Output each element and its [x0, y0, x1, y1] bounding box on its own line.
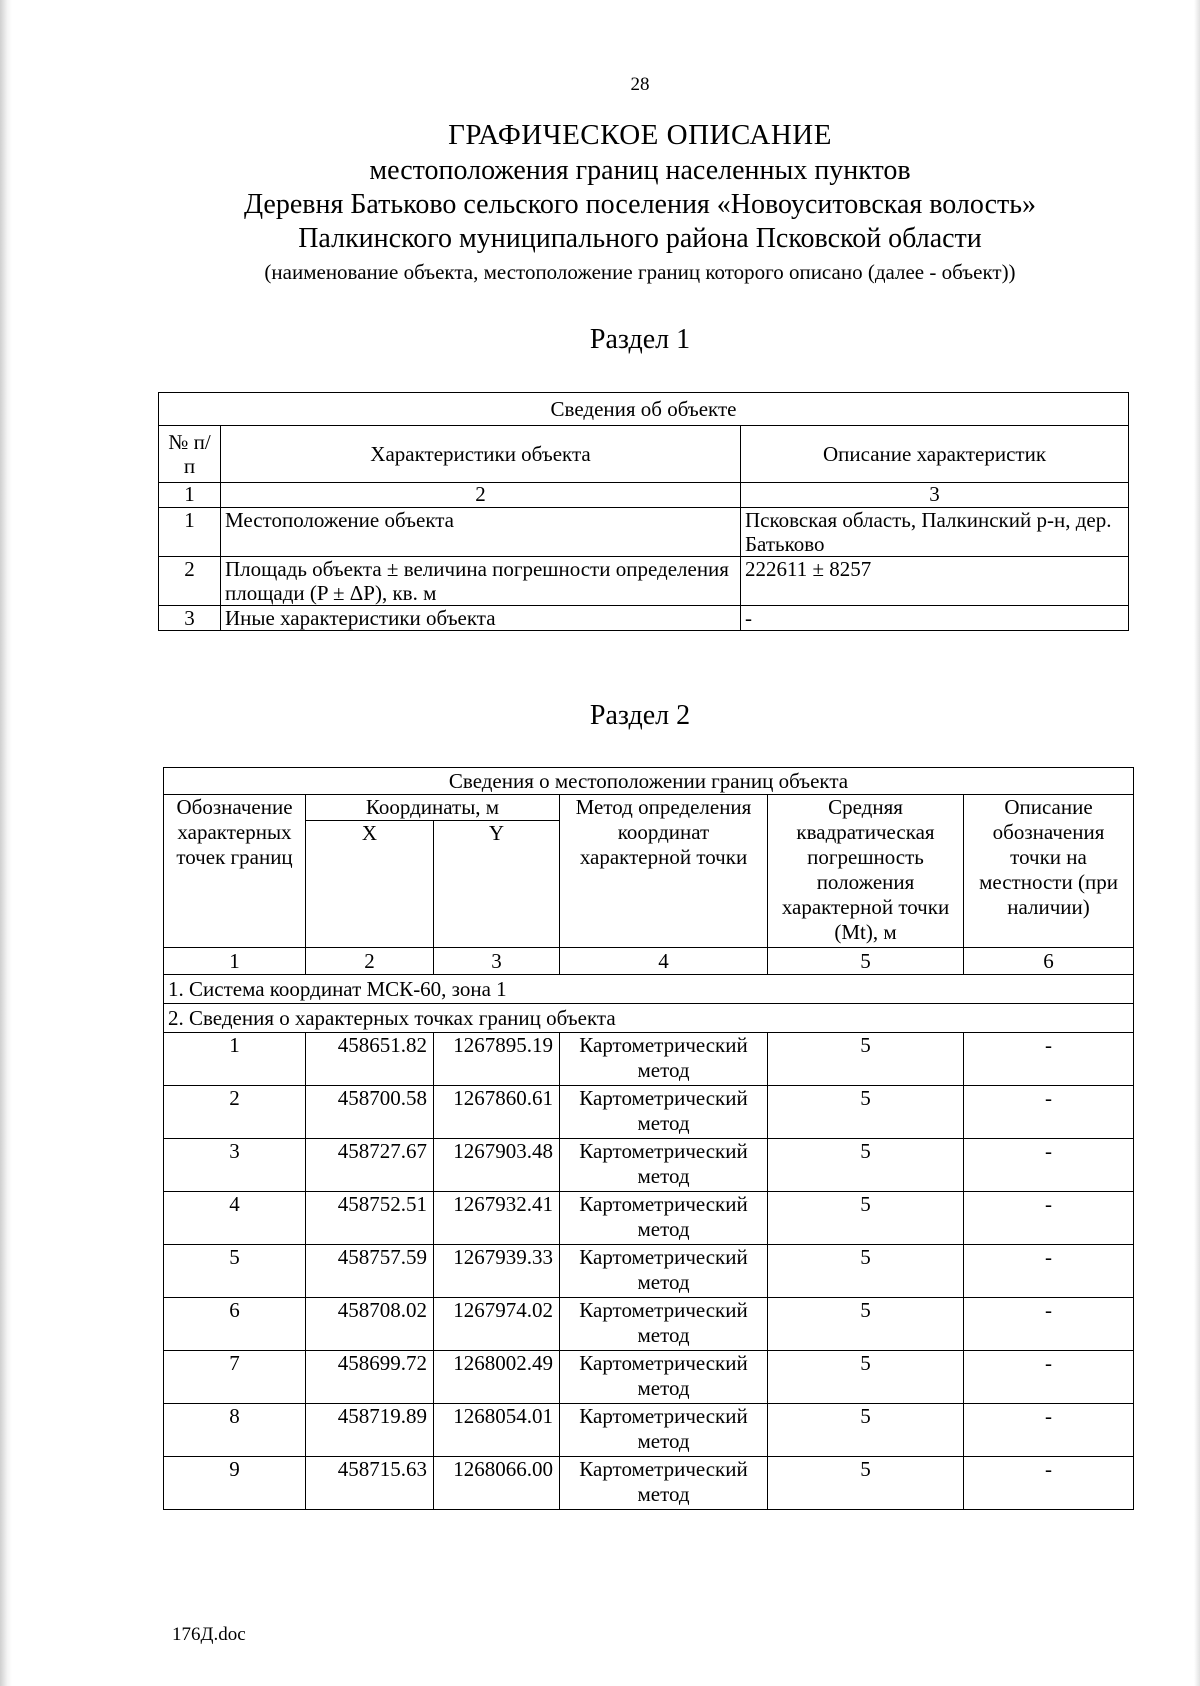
table-caption: Сведения о местоположении границ объекта — [164, 768, 1134, 795]
row-number: 3 — [159, 606, 221, 631]
table-caption-row — [159, 393, 1129, 426]
section-1-title: Раздел 1 — [589, 324, 691, 355]
header-y: Y — [434, 821, 560, 948]
table-row — [164, 1033, 1134, 1086]
coordinate-x: 458700.58 — [306, 1086, 434, 1139]
point-description: - — [964, 1351, 1134, 1404]
determination-method: Картометрический метод — [560, 1351, 768, 1404]
mean-square-error: 5 — [768, 1404, 964, 1457]
table-row — [164, 1404, 1134, 1457]
determination-method: Картометрический метод — [560, 1457, 768, 1510]
column-number-row — [159, 483, 1129, 508]
table-row — [164, 1086, 1134, 1139]
column-number: 5 — [768, 948, 964, 975]
section-2-title: Раздел 2 — [589, 700, 691, 731]
header-number: № п/п — [159, 426, 221, 483]
coordinate-y: 1267974.02 — [434, 1298, 560, 1351]
table-row — [164, 1139, 1134, 1192]
header-x: X — [306, 821, 434, 948]
point-number: 6 — [164, 1298, 306, 1351]
heading-caption: (наименование объекта, местоположение границ которого описано (далее - объект)) — [264, 260, 1016, 284]
table-header-row — [164, 795, 1134, 821]
coordinate-x: 458651.82 — [306, 1033, 434, 1086]
determination-method: Картометрический метод — [560, 1086, 768, 1139]
column-number: 2 — [221, 483, 741, 508]
row-characteristic: Местоположение объекта — [221, 508, 741, 557]
table-row — [164, 1298, 1134, 1351]
table-row — [159, 606, 1129, 631]
coordinate-y: 1267903.48 — [434, 1139, 560, 1192]
points-body — [164, 1033, 1134, 1510]
point-description: - — [964, 1033, 1134, 1086]
column-number-row — [164, 948, 1134, 975]
heading-line-1: местоположения границ населенных пунктов — [369, 155, 911, 186]
point-description: - — [964, 1139, 1134, 1192]
determination-method: Картометрический метод — [560, 1033, 768, 1086]
points-section-row — [164, 1004, 1134, 1033]
point-number: 4 — [164, 1192, 306, 1245]
table-header-row — [159, 426, 1129, 483]
point-description: - — [964, 1086, 1134, 1139]
point-description: - — [964, 1457, 1134, 1510]
column-number: 3 — [434, 948, 560, 975]
coordinate-y: 1268054.01 — [434, 1404, 560, 1457]
table-row — [164, 1457, 1134, 1510]
column-number: 2 — [306, 948, 434, 975]
mean-square-error: 5 — [768, 1457, 964, 1510]
table-caption: Сведения об объекте — [159, 393, 1129, 426]
point-description: - — [964, 1298, 1134, 1351]
column-number: 3 — [741, 483, 1129, 508]
header-coordinates: Координаты, м — [306, 795, 560, 821]
mean-square-error: 5 — [768, 1351, 964, 1404]
heading-line-3: Палкинского муниципального района Псковской области — [298, 223, 982, 254]
point-description: - — [964, 1245, 1134, 1298]
row-number: 2 — [159, 557, 221, 606]
row-description: - — [741, 606, 1129, 631]
table-caption-row — [164, 768, 1134, 795]
coordinate-x: 458715.63 — [306, 1457, 434, 1510]
header-description: Описание характеристик — [741, 426, 1129, 483]
row-characteristic: Иные характеристики объекта — [221, 606, 741, 631]
coordinate-y: 1267939.33 — [434, 1245, 560, 1298]
determination-method: Картометрический метод — [560, 1245, 768, 1298]
heading-line-2: Деревня Батьково сельского поселения «Новоуситовская волость» — [243, 189, 1037, 220]
coordinate-y: 1268066.00 — [434, 1457, 560, 1510]
table-row — [164, 1192, 1134, 1245]
column-number: 4 — [560, 948, 768, 975]
point-number: 1 — [164, 1033, 306, 1086]
header-point: Обозначение характерных точек границ — [164, 795, 306, 948]
point-number: 5 — [164, 1245, 306, 1298]
document-heading — [0, 116, 1200, 286]
column-number: 1 — [164, 948, 306, 975]
point-description: - — [964, 1404, 1134, 1457]
row-number: 1 — [159, 508, 221, 557]
table-row — [159, 557, 1129, 606]
header-characteristic: Характеристики объекта — [221, 426, 741, 483]
mean-square-error: 5 — [768, 1033, 964, 1086]
point-number: 3 — [164, 1139, 306, 1192]
coordinate-y: 1268002.49 — [434, 1351, 560, 1404]
object-info-table — [158, 392, 1129, 631]
coordinate-x: 458699.72 — [306, 1351, 434, 1404]
row-characteristic: Площадь объекта ± величина погрешности определения площади (P ± ΔP), кв. м — [221, 557, 741, 606]
point-number: 8 — [164, 1404, 306, 1457]
table-row — [159, 508, 1129, 557]
coordinate-y: 1267895.19 — [434, 1033, 560, 1086]
point-description: - — [964, 1192, 1134, 1245]
points-section-title: 2. Сведения о характерных точках границ объекта — [164, 1004, 1134, 1033]
coordinate-y: 1267860.61 — [434, 1086, 560, 1139]
header-point-description: Описание обозначения точки на местности (при наличии) — [964, 795, 1134, 948]
header-error: Средняя квадратическая погрешность положения характерной точки (Mt), м — [768, 795, 964, 948]
coordinate-system-row — [164, 975, 1134, 1004]
mean-square-error: 5 — [768, 1086, 964, 1139]
coordinate-x: 458757.59 — [306, 1245, 434, 1298]
point-number: 7 — [164, 1351, 306, 1404]
file-name: 176Д.doc — [172, 1624, 246, 1645]
determination-method: Картометрический метод — [560, 1192, 768, 1245]
mean-square-error: 5 — [768, 1139, 964, 1192]
boundary-points-table — [163, 767, 1134, 1510]
document-title: ГРАФИЧЕСКОЕ ОПИСАНИЕ — [448, 119, 832, 151]
table-row — [164, 1245, 1134, 1298]
point-number: 9 — [164, 1457, 306, 1510]
column-number: 1 — [159, 483, 221, 508]
mean-square-error: 5 — [768, 1298, 964, 1351]
coordinate-y: 1267932.41 — [434, 1192, 560, 1245]
row-description: Псковская область, Палкинский р-н, дер. Батьково — [741, 508, 1129, 557]
determination-method: Картометрический метод — [560, 1139, 768, 1192]
mean-square-error: 5 — [768, 1245, 964, 1298]
column-number: 6 — [964, 948, 1134, 975]
coordinate-x: 458727.67 — [306, 1139, 434, 1192]
point-number: 2 — [164, 1086, 306, 1139]
coordinate-system: 1. Система координат МСК-60, зона 1 — [164, 975, 1134, 1004]
mean-square-error: 5 — [768, 1192, 964, 1245]
coordinate-x: 458752.51 — [306, 1192, 434, 1245]
determination-method: Картометрический метод — [560, 1404, 768, 1457]
table-row — [164, 1351, 1134, 1404]
coordinate-x: 458708.02 — [306, 1298, 434, 1351]
header-method: Метод определения координат характерной точки — [560, 795, 768, 948]
page-number: 28 — [630, 74, 650, 95]
row-description: 222611 ± 8257 — [741, 557, 1129, 606]
coordinate-x: 458719.89 — [306, 1404, 434, 1457]
determination-method: Картометрический метод — [560, 1298, 768, 1351]
